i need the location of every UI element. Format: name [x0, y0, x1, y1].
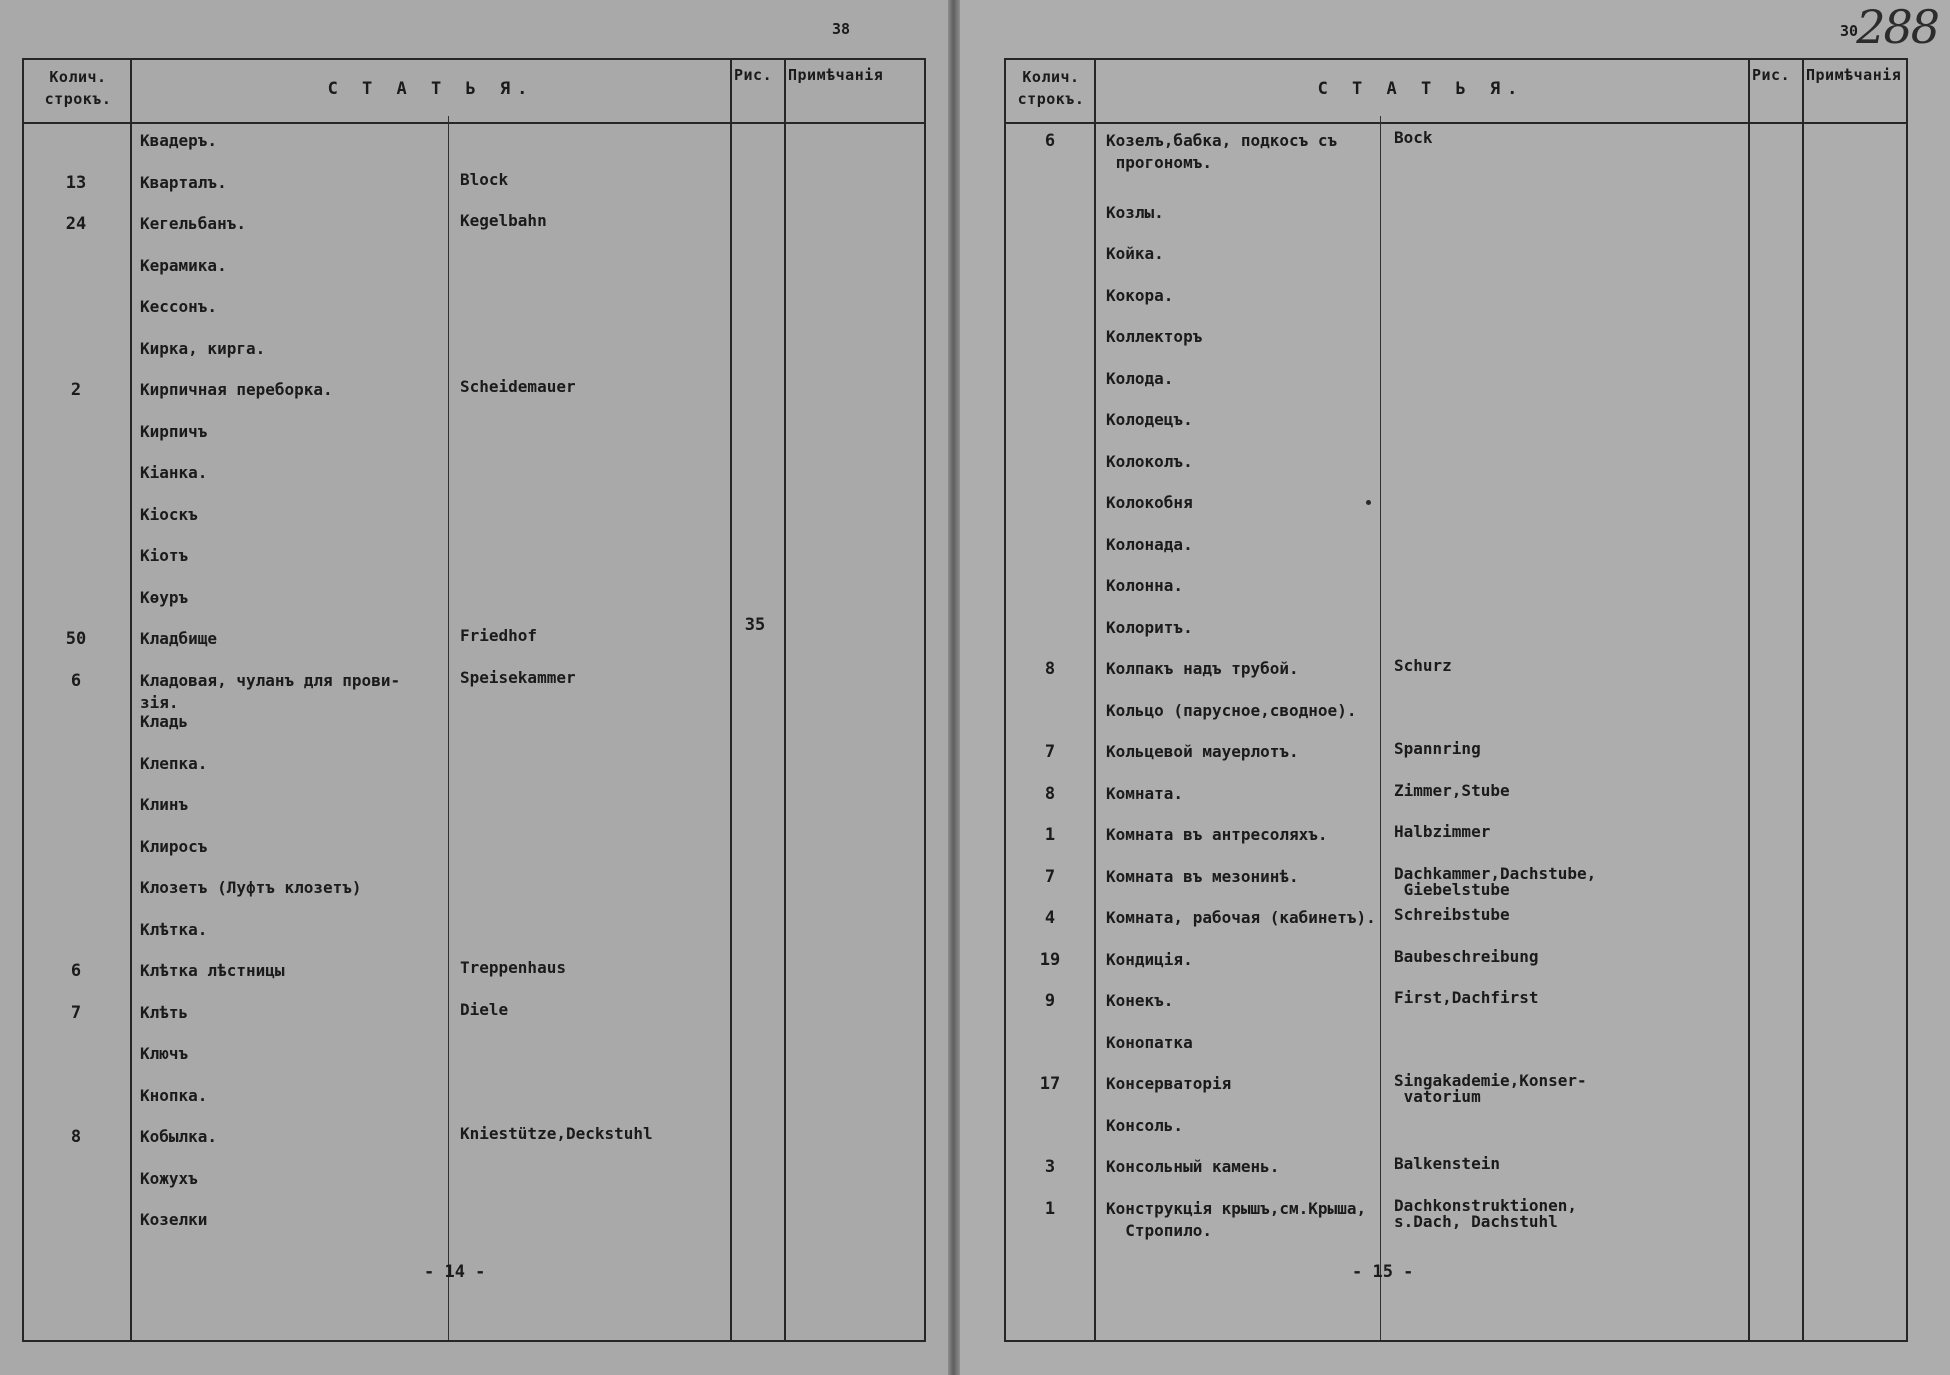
- row-term: Клѣтка.: [140, 919, 208, 939]
- row-count: 8: [1044, 783, 1056, 804]
- row-german-term: Block: [460, 169, 509, 189]
- table-row: [1006, 130, 1902, 172]
- table-row: [24, 462, 920, 504]
- row-term: Конекъ.: [1106, 991, 1174, 1010]
- row-term: Козелъ,бабка, подкосъ съ прогономъ.: [1106, 131, 1338, 172]
- row-count: 3: [1044, 1157, 1056, 1177]
- row-german-term: Dachkammer,Dachstube, Giebelstube: [1394, 863, 1597, 899]
- row-german-term: Dachkonstruktionen, s.Dach, Dachstuhl: [1394, 1195, 1578, 1231]
- row-count: 6: [70, 670, 82, 691]
- table-row: [1006, 617, 1902, 659]
- header-notes: Примѣчанія: [1806, 66, 1902, 84]
- row-term: Клѣть: [140, 1002, 189, 1022]
- handwritten-folio-number: 288: [1856, 0, 1938, 54]
- row-term: Кладбище: [140, 629, 218, 648]
- header-divider: [24, 122, 924, 124]
- table-row: [24, 296, 920, 338]
- row-german-term: Scheidemauer: [460, 377, 576, 396]
- table-row: [1006, 451, 1902, 493]
- table-row: [1006, 492, 1902, 534]
- row-count: 9: [1044, 991, 1056, 1011]
- row-term: Комната.: [1106, 783, 1184, 803]
- table-row: [24, 130, 920, 172]
- table-row: [1006, 863, 1902, 908]
- table-row: [24, 338, 920, 380]
- table-row: [24, 587, 920, 629]
- table-row: [24, 753, 920, 795]
- row-count: 6: [1044, 131, 1056, 151]
- table-row: [24, 794, 920, 836]
- right-table: [1004, 58, 1908, 1342]
- row-figure-number: 35: [744, 615, 766, 635]
- table-row: [1006, 575, 1902, 617]
- row-term: Кѳуръ: [140, 587, 189, 607]
- row-term: Керамика.: [140, 255, 227, 275]
- table-row: [1006, 368, 1902, 410]
- row-german-term: Spannring: [1394, 739, 1481, 758]
- row-count: 2: [70, 380, 82, 400]
- row-term: Койка.: [1106, 244, 1164, 263]
- row-term: Кирпичная переборка.: [140, 380, 333, 399]
- table-row: [24, 1168, 920, 1210]
- row-term: Квадеръ.: [140, 131, 218, 150]
- row-count: 13: [65, 172, 87, 193]
- table-row: [1006, 1156, 1902, 1198]
- row-term: Кіоскъ: [140, 504, 198, 524]
- header-article: С Т А Т Ь Я.: [1317, 79, 1525, 99]
- table-row: [24, 919, 920, 961]
- table-row: [1006, 990, 1902, 1032]
- right-bottom-page-number: - 15 -: [1352, 1262, 1414, 1282]
- table-row: [1006, 1115, 1902, 1157]
- table-row: [24, 379, 920, 421]
- row-count: 1: [1044, 825, 1056, 845]
- table-row: [1006, 780, 1902, 825]
- table-row: [1006, 907, 1902, 949]
- row-term: Колодецъ.: [1106, 410, 1193, 429]
- table-row: [24, 999, 920, 1044]
- row-term: Кіанка.: [140, 463, 208, 482]
- table-row: [24, 960, 920, 1002]
- row-term: Кобылка.: [140, 1127, 218, 1146]
- left-bottom-page-number: - 14 -: [424, 1262, 486, 1282]
- header-article: С Т А Т Ь Я.: [327, 79, 535, 99]
- ink-speck: [1366, 500, 1371, 505]
- row-german-term: First,Dachfirst: [1394, 988, 1539, 1007]
- row-term: Кегельбанъ.: [140, 214, 246, 233]
- header-fig: Рис.: [1752, 66, 1791, 84]
- table-row: [24, 421, 920, 463]
- row-term: Кнопка.: [140, 1085, 208, 1105]
- row-german-term: Treppenhaus: [460, 958, 566, 977]
- row-term: Кирпичъ: [140, 421, 208, 441]
- row-term: Кольцо (парусное,сводное).: [1106, 700, 1357, 720]
- row-count: 6: [70, 961, 82, 981]
- table-row: [1006, 946, 1902, 991]
- table-row: [24, 1209, 920, 1251]
- row-german-term: Halbzimmer: [1394, 822, 1491, 841]
- row-term: Кокора.: [1106, 285, 1174, 305]
- row-count: 19: [1039, 949, 1061, 970]
- table-row: [24, 711, 920, 753]
- row-count: 8: [1044, 659, 1056, 679]
- row-count: 4: [1044, 908, 1056, 928]
- left-table: [22, 58, 926, 1342]
- row-term: Кожухъ: [140, 1168, 198, 1188]
- table-row: [1006, 658, 1902, 700]
- row-term: Конопатка: [1106, 1032, 1193, 1052]
- row-term: Клозетъ (Луфтъ клозетъ): [140, 878, 362, 897]
- right-top-page-number: 30: [1840, 22, 1859, 40]
- table-row: [1006, 741, 1902, 783]
- row-term: Конструкція крышъ,см.Крыша, Стропило.: [1106, 1198, 1367, 1240]
- row-german-term: Bock: [1394, 128, 1433, 147]
- table-row: [1006, 824, 1902, 866]
- table-row: [1006, 1073, 1902, 1115]
- book-gutter: [948, 0, 960, 1375]
- row-term: Колонада.: [1106, 534, 1193, 554]
- table-row: [24, 877, 920, 919]
- row-term: Комната въ антресоляхъ.: [1106, 825, 1328, 844]
- row-german-term: Friedhof: [460, 626, 538, 645]
- left-page: [0, 0, 948, 1375]
- row-german-term: Singakademie,Konser- vatorium: [1394, 1071, 1587, 1106]
- row-term: Колода.: [1106, 368, 1174, 388]
- table-row: [24, 1085, 920, 1127]
- row-german-term: Schreibstube: [1394, 905, 1510, 924]
- row-term: Коллекторъ: [1106, 327, 1203, 346]
- header-fig: Рис.: [734, 66, 773, 84]
- table-row: [24, 1043, 920, 1085]
- table-row: [1006, 409, 1902, 451]
- row-term: Ключъ: [140, 1044, 189, 1063]
- row-term: Кладь: [140, 712, 189, 731]
- table-row: [24, 1126, 920, 1168]
- row-term: Козелки: [140, 1210, 208, 1229]
- row-term: Консоль.: [1106, 1115, 1184, 1135]
- table-row: [24, 504, 920, 546]
- table-row: [1006, 1032, 1902, 1074]
- row-german-term: Schurz: [1394, 656, 1452, 675]
- row-count: 7: [1044, 866, 1056, 887]
- header-count: Колич. строкъ.: [1017, 68, 1085, 108]
- row-term: Клинъ: [140, 795, 189, 814]
- row-term: Кіотъ: [140, 546, 189, 565]
- header-count: Колич. строкъ.: [44, 68, 112, 108]
- row-term: Кольцевой мауерлотъ.: [1106, 742, 1299, 761]
- row-term: Кирка, кирга.: [140, 338, 266, 358]
- row-german-term: Diele: [460, 999, 509, 1019]
- header-divider: [1006, 122, 1906, 124]
- table-row: [1006, 326, 1902, 368]
- table-row: [1006, 202, 1902, 244]
- row-count: 7: [1044, 742, 1056, 762]
- row-term: Клепка.: [140, 753, 208, 773]
- row-german-term: Speisekammer: [460, 667, 576, 687]
- row-term: Клиросъ: [140, 836, 208, 856]
- row-count: 8: [70, 1127, 82, 1147]
- row-german-term: Kegelbahn: [460, 211, 547, 230]
- row-term: Кессонъ.: [140, 297, 218, 316]
- row-term: Консерваторія: [1106, 1074, 1232, 1093]
- row-term: Консольный камень.: [1106, 1157, 1280, 1176]
- table-row: [1006, 1195, 1902, 1240]
- table-row: [1006, 285, 1902, 327]
- row-term: Колокобня: [1106, 493, 1193, 512]
- row-term: Колпакъ надъ трубой.: [1106, 659, 1299, 678]
- header-notes: Примѣчанія: [788, 66, 884, 84]
- row-german-term: Kniestütze,Deckstuhl: [460, 1124, 653, 1143]
- row-count: 17: [1039, 1074, 1061, 1094]
- row-term: Клѣтка лѣстницы: [140, 961, 285, 980]
- row-term: Комната, рабочая (кабинетъ).: [1106, 908, 1376, 927]
- table-row: [1006, 700, 1902, 742]
- right-page: [960, 0, 1950, 1375]
- row-term: Козлы.: [1106, 202, 1164, 222]
- table-row: [24, 213, 920, 255]
- table-row: [24, 255, 920, 297]
- row-term: Кварталъ.: [140, 172, 227, 192]
- row-german-term: Zimmer,Stube: [1394, 780, 1510, 800]
- row-term: Колоритъ.: [1106, 617, 1193, 637]
- table-row: [24, 545, 920, 587]
- table-row: [1006, 243, 1902, 285]
- row-count: 24: [65, 214, 87, 234]
- table-row: [24, 615, 920, 670]
- row-count: 1: [1044, 1198, 1056, 1219]
- row-term: Колонна.: [1106, 576, 1184, 595]
- row-term: Кондиція.: [1106, 949, 1193, 969]
- row-term: Комната въ мезонинѣ.: [1106, 866, 1299, 886]
- left-top-page-number: 38: [832, 20, 851, 38]
- row-term: Колоколъ.: [1106, 451, 1193, 471]
- row-german-term: Baubeschreibung: [1394, 946, 1539, 966]
- row-german-term: Balkenstein: [1394, 1154, 1500, 1173]
- row-count: 7: [70, 1002, 82, 1023]
- table-row: [24, 836, 920, 878]
- table-row: [1006, 534, 1902, 576]
- row-term: Кладовая, чуланъ для прови- зія.: [140, 670, 401, 712]
- row-count: 50: [65, 629, 87, 649]
- table-row: [24, 667, 920, 712]
- table-row: [24, 169, 920, 214]
